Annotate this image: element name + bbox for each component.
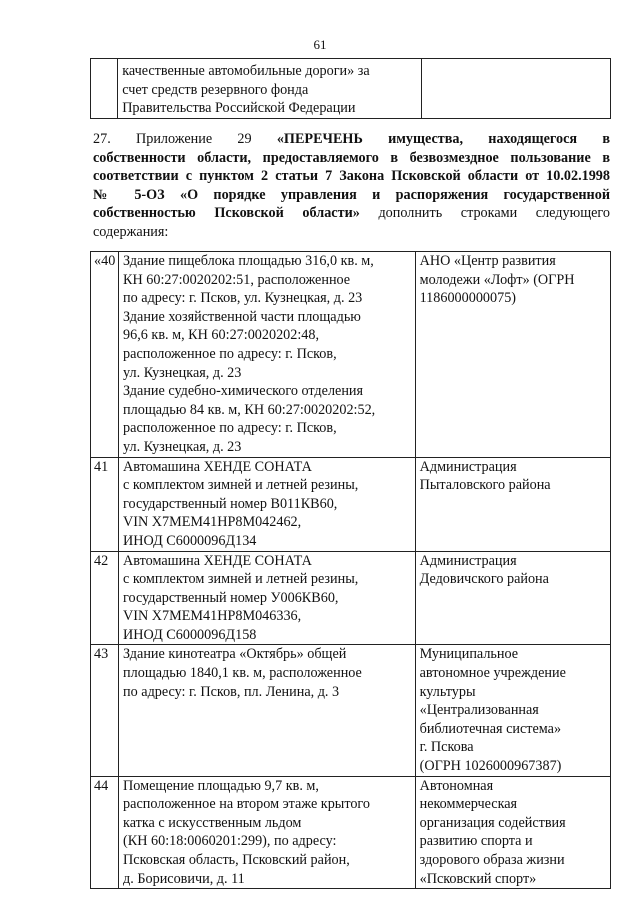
- row-number-cell: «40: [91, 252, 119, 458]
- text: 27. Приложение 29: [93, 131, 277, 147]
- table-row: [91, 645, 611, 776]
- description-cell: [119, 457, 416, 551]
- description-line: Здание пищеблока площадью 316,0 кв. м,: [123, 253, 374, 269]
- recipient-line: «Централизованная: [419, 702, 539, 719]
- recipient-cell: [422, 59, 611, 119]
- description-line: с комплектом зимней и летней резины,: [123, 477, 359, 494]
- recipient-line: АНО «Центр развития: [419, 253, 556, 269]
- paragraph-line: [93, 186, 610, 205]
- description-line: расположенное по адресу: г. Псков,: [123, 345, 337, 362]
- recipient-line: молодежи «Лофт» (ОГРН: [419, 271, 575, 288]
- recipient-line: Пыталовского района: [419, 477, 551, 494]
- bold-text: собственности области, предоставляемого в безвозмездное пользование в: [93, 149, 610, 166]
- recipient-line: Дедовичского района: [419, 571, 549, 588]
- table-row: [91, 252, 611, 458]
- recipient-line: культуры: [419, 683, 476, 700]
- recipient-line: (ОГРН 1026000967387): [419, 758, 562, 775]
- description-line: государственный номер В011КВ60,: [123, 495, 338, 512]
- recipient-line: библиотечная система»: [419, 720, 562, 737]
- description-line: 96,6 кв. м, КН 60:27:0020202:48,: [123, 327, 320, 344]
- row-number-cell: [91, 59, 118, 119]
- recipient-line: Автономная: [419, 777, 494, 794]
- description-line: (КН 60:18:0060201:299), по адресу:: [123, 833, 337, 850]
- bold-text: соответствии с пунктом 2 статьи 7 Закона Псковской области от 10.02.1998: [93, 168, 610, 185]
- table-row: [91, 776, 611, 889]
- description-line: КН 60:27:0020202:51, расположенное: [123, 271, 351, 288]
- description-line: государственный номер У006КВ60,: [123, 589, 339, 606]
- description-line: ИНОД С6000096Д134: [123, 532, 257, 549]
- description-line: д. Борисовичи, д. 11: [123, 870, 245, 887]
- row-number-cell: 44: [91, 776, 119, 889]
- recipient-line: «Псковский спорт»: [419, 870, 537, 887]
- recipient-cell: [415, 776, 610, 889]
- recipient-line: Администрация: [419, 552, 517, 569]
- page-number: 61: [313, 37, 327, 52]
- bold-text: «ПЕРЕЧЕНЬ имущества, находящегося в: [276, 131, 610, 147]
- description-line: по адресу: г. Псков, пл. Ленина, д. 3: [123, 683, 340, 700]
- description-line: ул. Кузнецкая, д. 23: [123, 438, 242, 455]
- paragraph-line: [93, 167, 610, 186]
- description-cell: [119, 645, 416, 776]
- table-row: [91, 457, 611, 551]
- recipient-line: автономное учреждение: [419, 665, 566, 682]
- description-line: VIN X7MEM41HP8M046336,: [123, 608, 302, 625]
- recipient-line: 1186000000075): [419, 290, 517, 307]
- description-cell: [119, 776, 416, 889]
- recipient-line: Администрация: [419, 458, 517, 475]
- description-line: Здание кинотеатра «Октябрь» общей: [123, 646, 347, 663]
- description-line: ИНОД С6000096Д158: [123, 626, 257, 643]
- recipient-line: развитию спорта и: [419, 833, 533, 850]
- recipient-line: Муниципальное: [419, 646, 519, 663]
- description-line: площадью 84 кв. м, КН 60:27:0020202:52,: [123, 401, 376, 418]
- continued-table: [90, 58, 611, 119]
- description-cell: [119, 551, 416, 645]
- property-list-table: [90, 251, 611, 889]
- recipient-cell: [415, 252, 610, 458]
- paragraph-line: [93, 149, 610, 168]
- description-line: Здание судебно-химического отделения: [123, 383, 364, 400]
- recipient-cell: [415, 645, 610, 776]
- paragraph-line: [93, 130, 610, 149]
- table-row: [91, 59, 611, 119]
- description-cell: [119, 252, 416, 458]
- description-line: VIN X7MEM41HP8M042462,: [123, 514, 302, 531]
- row-number-cell: 41: [91, 457, 119, 551]
- paragraph-line: [93, 223, 610, 242]
- bold-text: собственностью Псковской области»: [93, 205, 360, 222]
- description-line: счет средств резервного фонда: [122, 81, 309, 98]
- description-line: Помещение площадью 9,7 кв. м,: [123, 777, 319, 794]
- description-line: Здание хозяйственной части площадью: [123, 308, 361, 325]
- recipient-cell: [415, 551, 610, 645]
- recipient-line: организация содействия: [419, 814, 566, 831]
- row-number-cell: 43: [91, 645, 119, 776]
- recipient-cell: [415, 457, 610, 551]
- description-line: Автомашина ХЕНДЕ СОНАТА: [123, 458, 312, 475]
- description-line: расположенное по адресу: г. Псков,: [123, 420, 337, 437]
- description-line: катка с искусственным льдом: [123, 814, 302, 831]
- text: содержания:: [93, 223, 169, 240]
- recipient-line: некоммерческая: [419, 796, 518, 813]
- amendment-paragraph: [93, 130, 610, 242]
- description-line: расположенное на втором этаже крытого: [123, 796, 370, 813]
- description-line: качественные автомобильные дороги» за: [122, 63, 370, 79]
- description-line: Автомашина ХЕНДЕ СОНАТА: [123, 552, 312, 569]
- description-line: Правительства Российской Федерации: [122, 100, 356, 117]
- recipient-line: г. Пскова: [419, 739, 474, 756]
- description-line: с комплектом зимней и летней резины,: [123, 571, 359, 588]
- paragraph-line: [93, 204, 610, 223]
- description-line: Псковская область, Псковский район,: [123, 852, 350, 868]
- description-line: по адресу: г. Псков, ул. Кузнецкая, д. 23: [123, 290, 363, 307]
- description-cell: [118, 59, 422, 119]
- description-line: площадью 1840,1 кв. м, расположенное: [123, 665, 362, 682]
- table-row: [91, 551, 611, 645]
- bold-text: № 5-ОЗ «О порядке управления и распоряжения государственной: [93, 186, 610, 203]
- recipient-line: здорового образа жизни: [419, 852, 565, 868]
- description-line: ул. Кузнецкая, д. 23: [123, 364, 242, 381]
- row-number-cell: 42: [91, 551, 119, 645]
- text: дополнить строками следующего: [359, 205, 610, 222]
